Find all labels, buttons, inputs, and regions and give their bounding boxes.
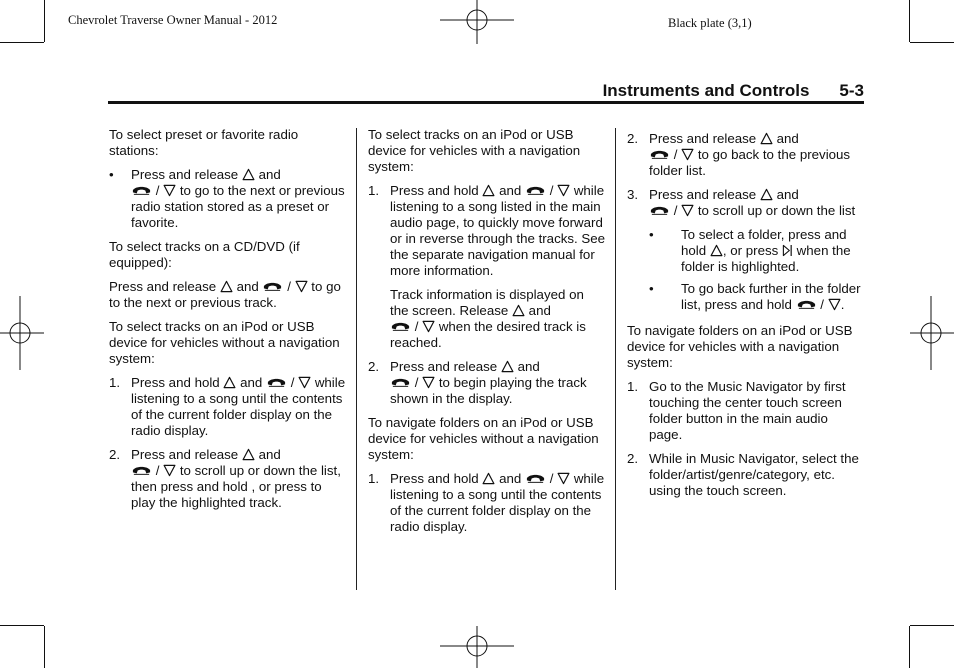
numbered-item bbox=[109, 375, 349, 439]
phone-icon bbox=[131, 185, 152, 197]
paragraph bbox=[109, 279, 349, 311]
numbered-item bbox=[627, 379, 863, 443]
text: / bbox=[155, 463, 160, 478]
page-number: 5-3 bbox=[839, 81, 864, 100]
column-3 bbox=[627, 131, 863, 507]
up-arrow-icon bbox=[220, 280, 233, 293]
text: and bbox=[776, 131, 799, 146]
bullet-marker: • bbox=[109, 167, 114, 182]
item-number: 1. bbox=[368, 183, 380, 198]
up-arrow-icon bbox=[242, 448, 255, 461]
down-arrow-icon bbox=[828, 298, 841, 311]
text: / bbox=[673, 147, 678, 162]
text: / bbox=[549, 471, 554, 486]
up-arrow-icon bbox=[512, 304, 525, 317]
numbered-item bbox=[368, 359, 606, 407]
item-number: 2. bbox=[109, 447, 121, 462]
paragraph: To navigate folders on an iPod or USB device for vehicles with a navigation system: bbox=[627, 323, 853, 370]
paragraph: To select preset or favorite radio stations: bbox=[109, 127, 299, 158]
paragraph: To select tracks on an iPod or USB device for vehicles without a navigation system: bbox=[109, 319, 340, 366]
down-arrow-icon bbox=[422, 376, 435, 389]
phone-icon bbox=[262, 281, 283, 293]
numbered-item bbox=[109, 447, 349, 511]
text: Press and hold bbox=[390, 471, 479, 486]
item-number: 1. bbox=[627, 379, 639, 394]
up-arrow-icon bbox=[482, 472, 495, 485]
item-number: 1. bbox=[368, 471, 380, 486]
numbered-item bbox=[627, 451, 863, 499]
numbered-item bbox=[368, 471, 606, 535]
text: and bbox=[776, 187, 799, 202]
crop-mark bbox=[910, 42, 954, 43]
text: Press and release bbox=[390, 359, 498, 374]
text: / bbox=[673, 203, 678, 218]
text: and bbox=[258, 167, 281, 182]
text: and bbox=[528, 303, 551, 318]
text: to begin playing the track shown in the display. bbox=[390, 375, 587, 406]
text: Go to the Music Navigator by first touching the center touch screen folder button in the main audio page. bbox=[649, 379, 846, 442]
column-2 bbox=[368, 127, 606, 543]
phone-icon bbox=[649, 149, 670, 161]
text: / bbox=[820, 297, 824, 312]
phone-icon bbox=[131, 465, 152, 477]
numbered-item bbox=[627, 131, 863, 179]
text: and bbox=[517, 359, 540, 374]
column-1 bbox=[109, 127, 349, 519]
text: to go to the next or previous track. bbox=[109, 279, 341, 310]
column-divider bbox=[356, 128, 357, 590]
phone-icon bbox=[649, 205, 670, 217]
down-arrow-icon bbox=[298, 376, 311, 389]
down-arrow-icon bbox=[295, 280, 308, 293]
registration-mark-right bbox=[910, 296, 954, 370]
text: Press and hold bbox=[390, 183, 479, 198]
text: while listening to a song until the contents of the current folder display on the radio display. bbox=[390, 471, 605, 534]
item-number: 2. bbox=[627, 451, 639, 466]
text: While in Music Navigator, select the folder/artist/genre/category, etc. using the touch screen. bbox=[649, 451, 859, 498]
crop-mark bbox=[909, 626, 910, 668]
text: Track information is displayed on the screen. Release bbox=[390, 287, 584, 318]
text: . bbox=[840, 297, 845, 312]
next-arrow-icon bbox=[782, 244, 793, 257]
down-arrow-icon bbox=[557, 472, 570, 485]
crop-mark bbox=[910, 625, 954, 626]
text: while listening to a song until the contents of the current folder display on the radio display. bbox=[131, 375, 346, 438]
bullet-marker: • bbox=[649, 227, 654, 242]
paragraph: To select tracks on an iPod or USB device for vehicles with a navigation system: bbox=[368, 127, 581, 174]
text: when the desired track is reached. bbox=[390, 319, 586, 350]
section-heading bbox=[603, 81, 864, 101]
crop-mark bbox=[44, 0, 45, 42]
item-number: 2. bbox=[627, 131, 639, 146]
crop-mark bbox=[44, 626, 45, 668]
heading-rule bbox=[108, 101, 864, 104]
down-arrow-icon bbox=[163, 184, 176, 197]
text: To go back further in the folder list, press and hold bbox=[681, 281, 861, 312]
crop-mark bbox=[909, 0, 910, 42]
sub-bullet-item bbox=[649, 227, 863, 275]
text: and bbox=[499, 471, 522, 486]
column-divider bbox=[615, 128, 616, 590]
up-arrow-icon bbox=[760, 188, 773, 201]
text: to scroll up or down the list bbox=[697, 203, 856, 218]
section-title: Instruments and Controls bbox=[602, 81, 810, 100]
crop-mark bbox=[0, 42, 44, 43]
down-arrow-icon bbox=[681, 148, 694, 161]
up-arrow-icon bbox=[710, 244, 723, 257]
phone-icon bbox=[525, 473, 546, 485]
text: / bbox=[287, 279, 291, 294]
text: / bbox=[549, 183, 554, 198]
paragraph: To select tracks on a CD/DVD (if equipped): bbox=[109, 239, 300, 270]
registration-mark-top bbox=[440, 0, 514, 44]
text: and bbox=[236, 279, 259, 294]
manual-title: Chevrolet Traverse Owner Manual - 2012 bbox=[68, 13, 278, 27]
down-arrow-icon bbox=[557, 184, 570, 197]
text: / bbox=[155, 183, 160, 198]
phone-icon bbox=[390, 321, 411, 333]
numbered-item bbox=[627, 187, 863, 219]
text: and bbox=[240, 375, 263, 390]
up-arrow-icon bbox=[501, 360, 514, 373]
text: Press and release bbox=[649, 187, 757, 202]
item-paragraph bbox=[368, 287, 606, 351]
text: To select a folder, press and hold bbox=[681, 227, 847, 258]
text: Press and release bbox=[131, 167, 239, 182]
item-number: 1. bbox=[109, 375, 121, 390]
text: and bbox=[499, 183, 522, 198]
phone-icon bbox=[390, 377, 411, 389]
text: when the folder is highlighted. bbox=[681, 243, 851, 274]
bullet-item bbox=[109, 167, 349, 231]
text: Press and release bbox=[649, 131, 757, 146]
sub-bullet-item bbox=[649, 281, 863, 313]
phone-icon bbox=[796, 299, 817, 311]
paragraph: To navigate folders on an iPod or USB device for vehicles without a navigation system: bbox=[368, 415, 599, 462]
down-arrow-icon bbox=[422, 320, 435, 333]
phone-icon bbox=[525, 185, 546, 197]
item-number: 2. bbox=[368, 359, 380, 374]
text: Press and hold bbox=[131, 375, 220, 390]
text: Press and release bbox=[131, 447, 239, 462]
up-arrow-icon bbox=[482, 184, 495, 197]
text: , or press bbox=[722, 243, 779, 258]
registration-mark-bottom bbox=[440, 626, 514, 668]
text: to scroll up or down the list, then press and hold , or press to play the highlighted track. bbox=[131, 463, 341, 510]
item-number: 3. bbox=[627, 187, 639, 202]
up-arrow-icon bbox=[223, 376, 236, 389]
crop-mark bbox=[0, 625, 44, 626]
text: to go to the next or previous radio station stored as a preset or favorite. bbox=[131, 183, 345, 230]
plate-label: Black plate (3,1) bbox=[668, 16, 752, 30]
bullet-marker: • bbox=[649, 281, 654, 296]
up-arrow-icon bbox=[760, 132, 773, 145]
registration-mark-left bbox=[0, 296, 44, 370]
down-arrow-icon bbox=[163, 464, 176, 477]
numbered-item bbox=[368, 183, 606, 279]
text: while listening to a song listed in the main audio page, to quickly move forward or in reverse through the tracks. See the separate navigation manual for more information. bbox=[390, 183, 606, 278]
text: Press and release bbox=[109, 279, 217, 294]
phone-icon bbox=[266, 377, 287, 389]
text: to go back to the previous folder list. bbox=[649, 147, 851, 178]
text: / bbox=[290, 375, 295, 390]
up-arrow-icon bbox=[242, 168, 255, 181]
text: and bbox=[258, 447, 281, 462]
down-arrow-icon bbox=[681, 204, 694, 217]
text: / bbox=[414, 319, 419, 334]
text: / bbox=[414, 375, 419, 390]
